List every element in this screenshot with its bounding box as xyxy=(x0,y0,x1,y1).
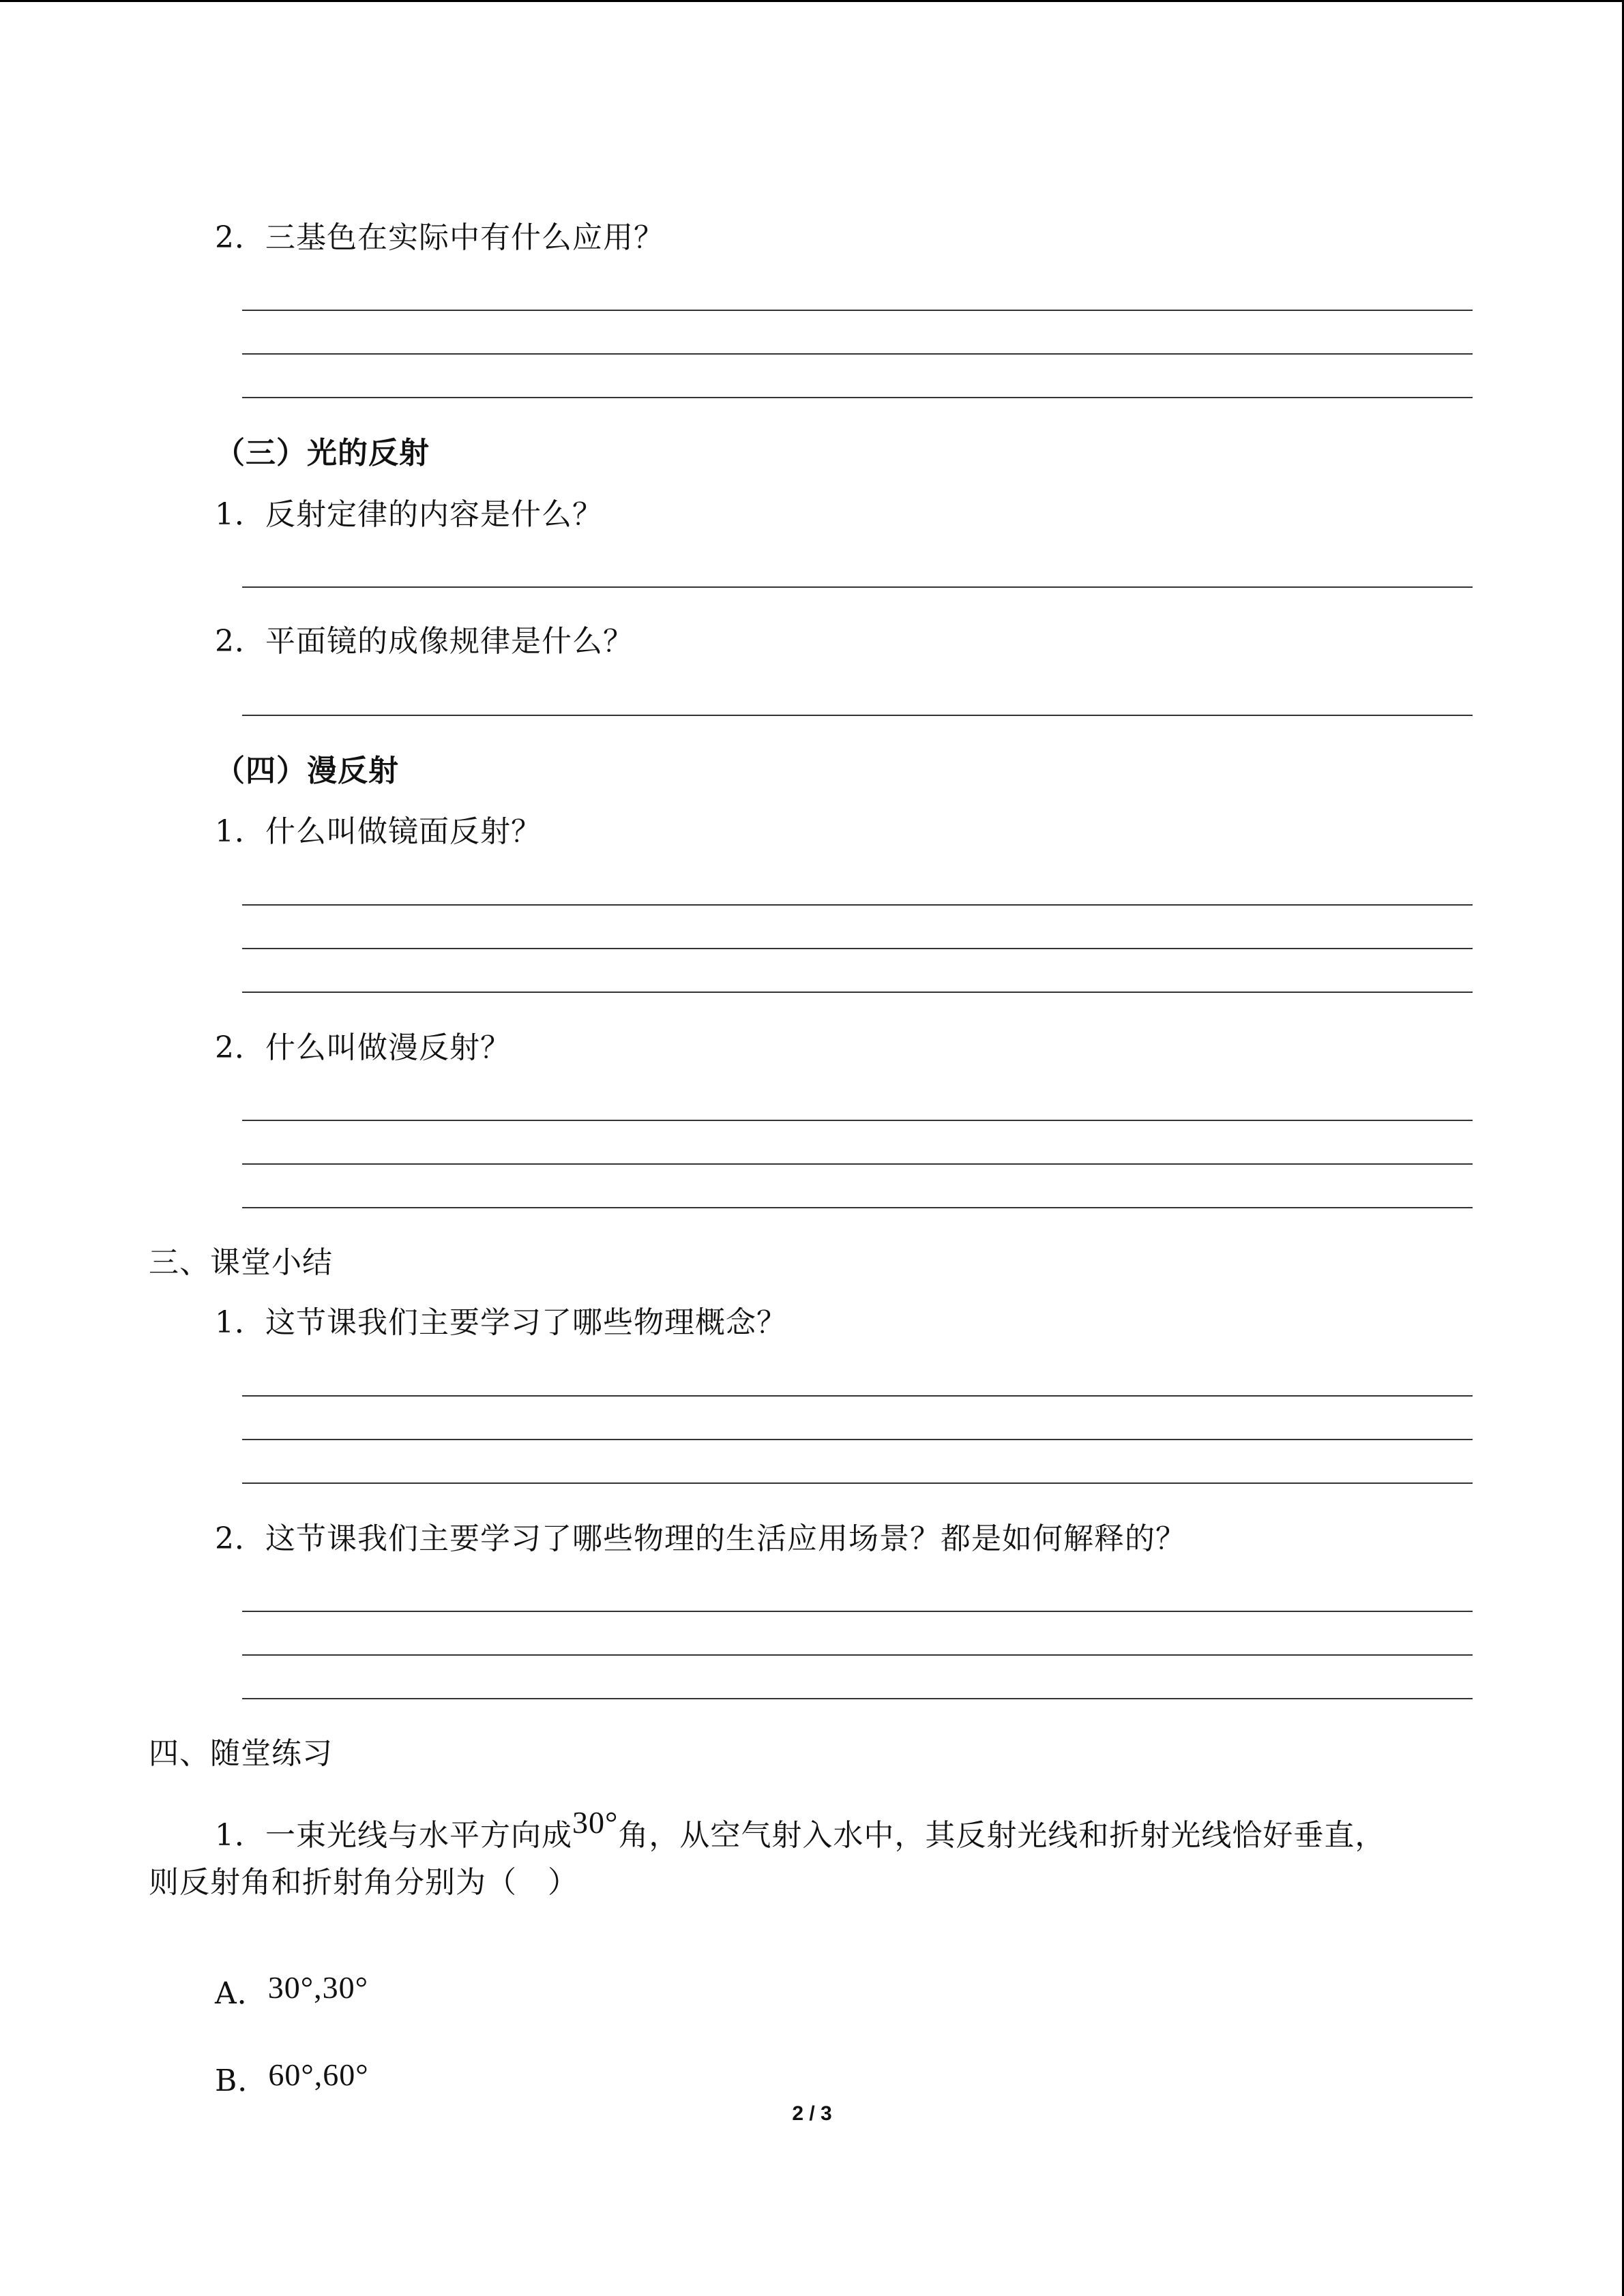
option-label: A． xyxy=(215,1976,268,2011)
angle-value: 30° xyxy=(572,1805,619,1840)
answer-line xyxy=(242,992,1473,993)
practice-question-1-continued: 则反射角和折射角分别为（ ） xyxy=(149,1865,578,1900)
answer-line xyxy=(242,1120,1473,1121)
answer-line xyxy=(242,1207,1473,1208)
practice-question-1 xyxy=(215,1802,1385,1856)
answer-line xyxy=(242,310,1473,311)
answer-line xyxy=(242,1611,1473,1612)
answer-line xyxy=(242,1395,1473,1397)
answer-line xyxy=(242,397,1473,398)
option-b[interactable] xyxy=(215,2057,369,2102)
section-title-practice: 四、随堂练习 xyxy=(149,1736,333,1771)
answer-line xyxy=(242,715,1473,716)
question-reflection-law: 1．反射定律的内容是什么？ xyxy=(215,497,603,532)
section-heading-diffuse: （四）漫反射 xyxy=(215,754,399,788)
option-value: 60°,60° xyxy=(268,2057,369,2092)
answer-line xyxy=(242,1163,1473,1165)
answer-line xyxy=(242,904,1473,906)
question-summary-concepts: 1．这节课我们主要学习了哪些物理概念？ xyxy=(215,1305,787,1340)
option-value: 30°,30° xyxy=(267,1970,369,2005)
section-title-summary: 三、课堂小结 xyxy=(149,1245,333,1280)
answer-line xyxy=(242,1654,1473,1656)
question-text-start: 1．一束光线与水平方向成 xyxy=(215,1818,572,1853)
option-label: B． xyxy=(215,2063,269,2098)
page-number: 2 / 3 xyxy=(792,2102,832,2125)
answer-line xyxy=(242,948,1473,949)
answer-line xyxy=(242,1698,1473,1699)
question-text-end: 角，从空气射入水中，其反射光线和折射光线恰好垂直， xyxy=(618,1818,1386,1853)
question-summary-applications: 2．这节课我们主要学习了哪些物理的生活应用场景？都是如何解释的？ xyxy=(215,1521,1186,1556)
answer-line xyxy=(242,1482,1473,1484)
answer-line xyxy=(242,1439,1473,1440)
question-diffuse-reflection: 2．什么叫做漫反射？ xyxy=(215,1030,511,1065)
option-a[interactable] xyxy=(215,1970,369,2014)
question-primary-colors: 2．三基色在实际中有什么应用？ xyxy=(215,220,664,255)
section-heading-reflection: （三）光的反射 xyxy=(215,436,430,471)
answer-line xyxy=(242,586,1473,588)
question-plane-mirror: 2．平面镜的成像规律是什么？ xyxy=(215,624,634,659)
question-specular-reflection: 1．什么叫做镜面反射？ xyxy=(215,814,542,849)
answer-line xyxy=(242,353,1473,355)
